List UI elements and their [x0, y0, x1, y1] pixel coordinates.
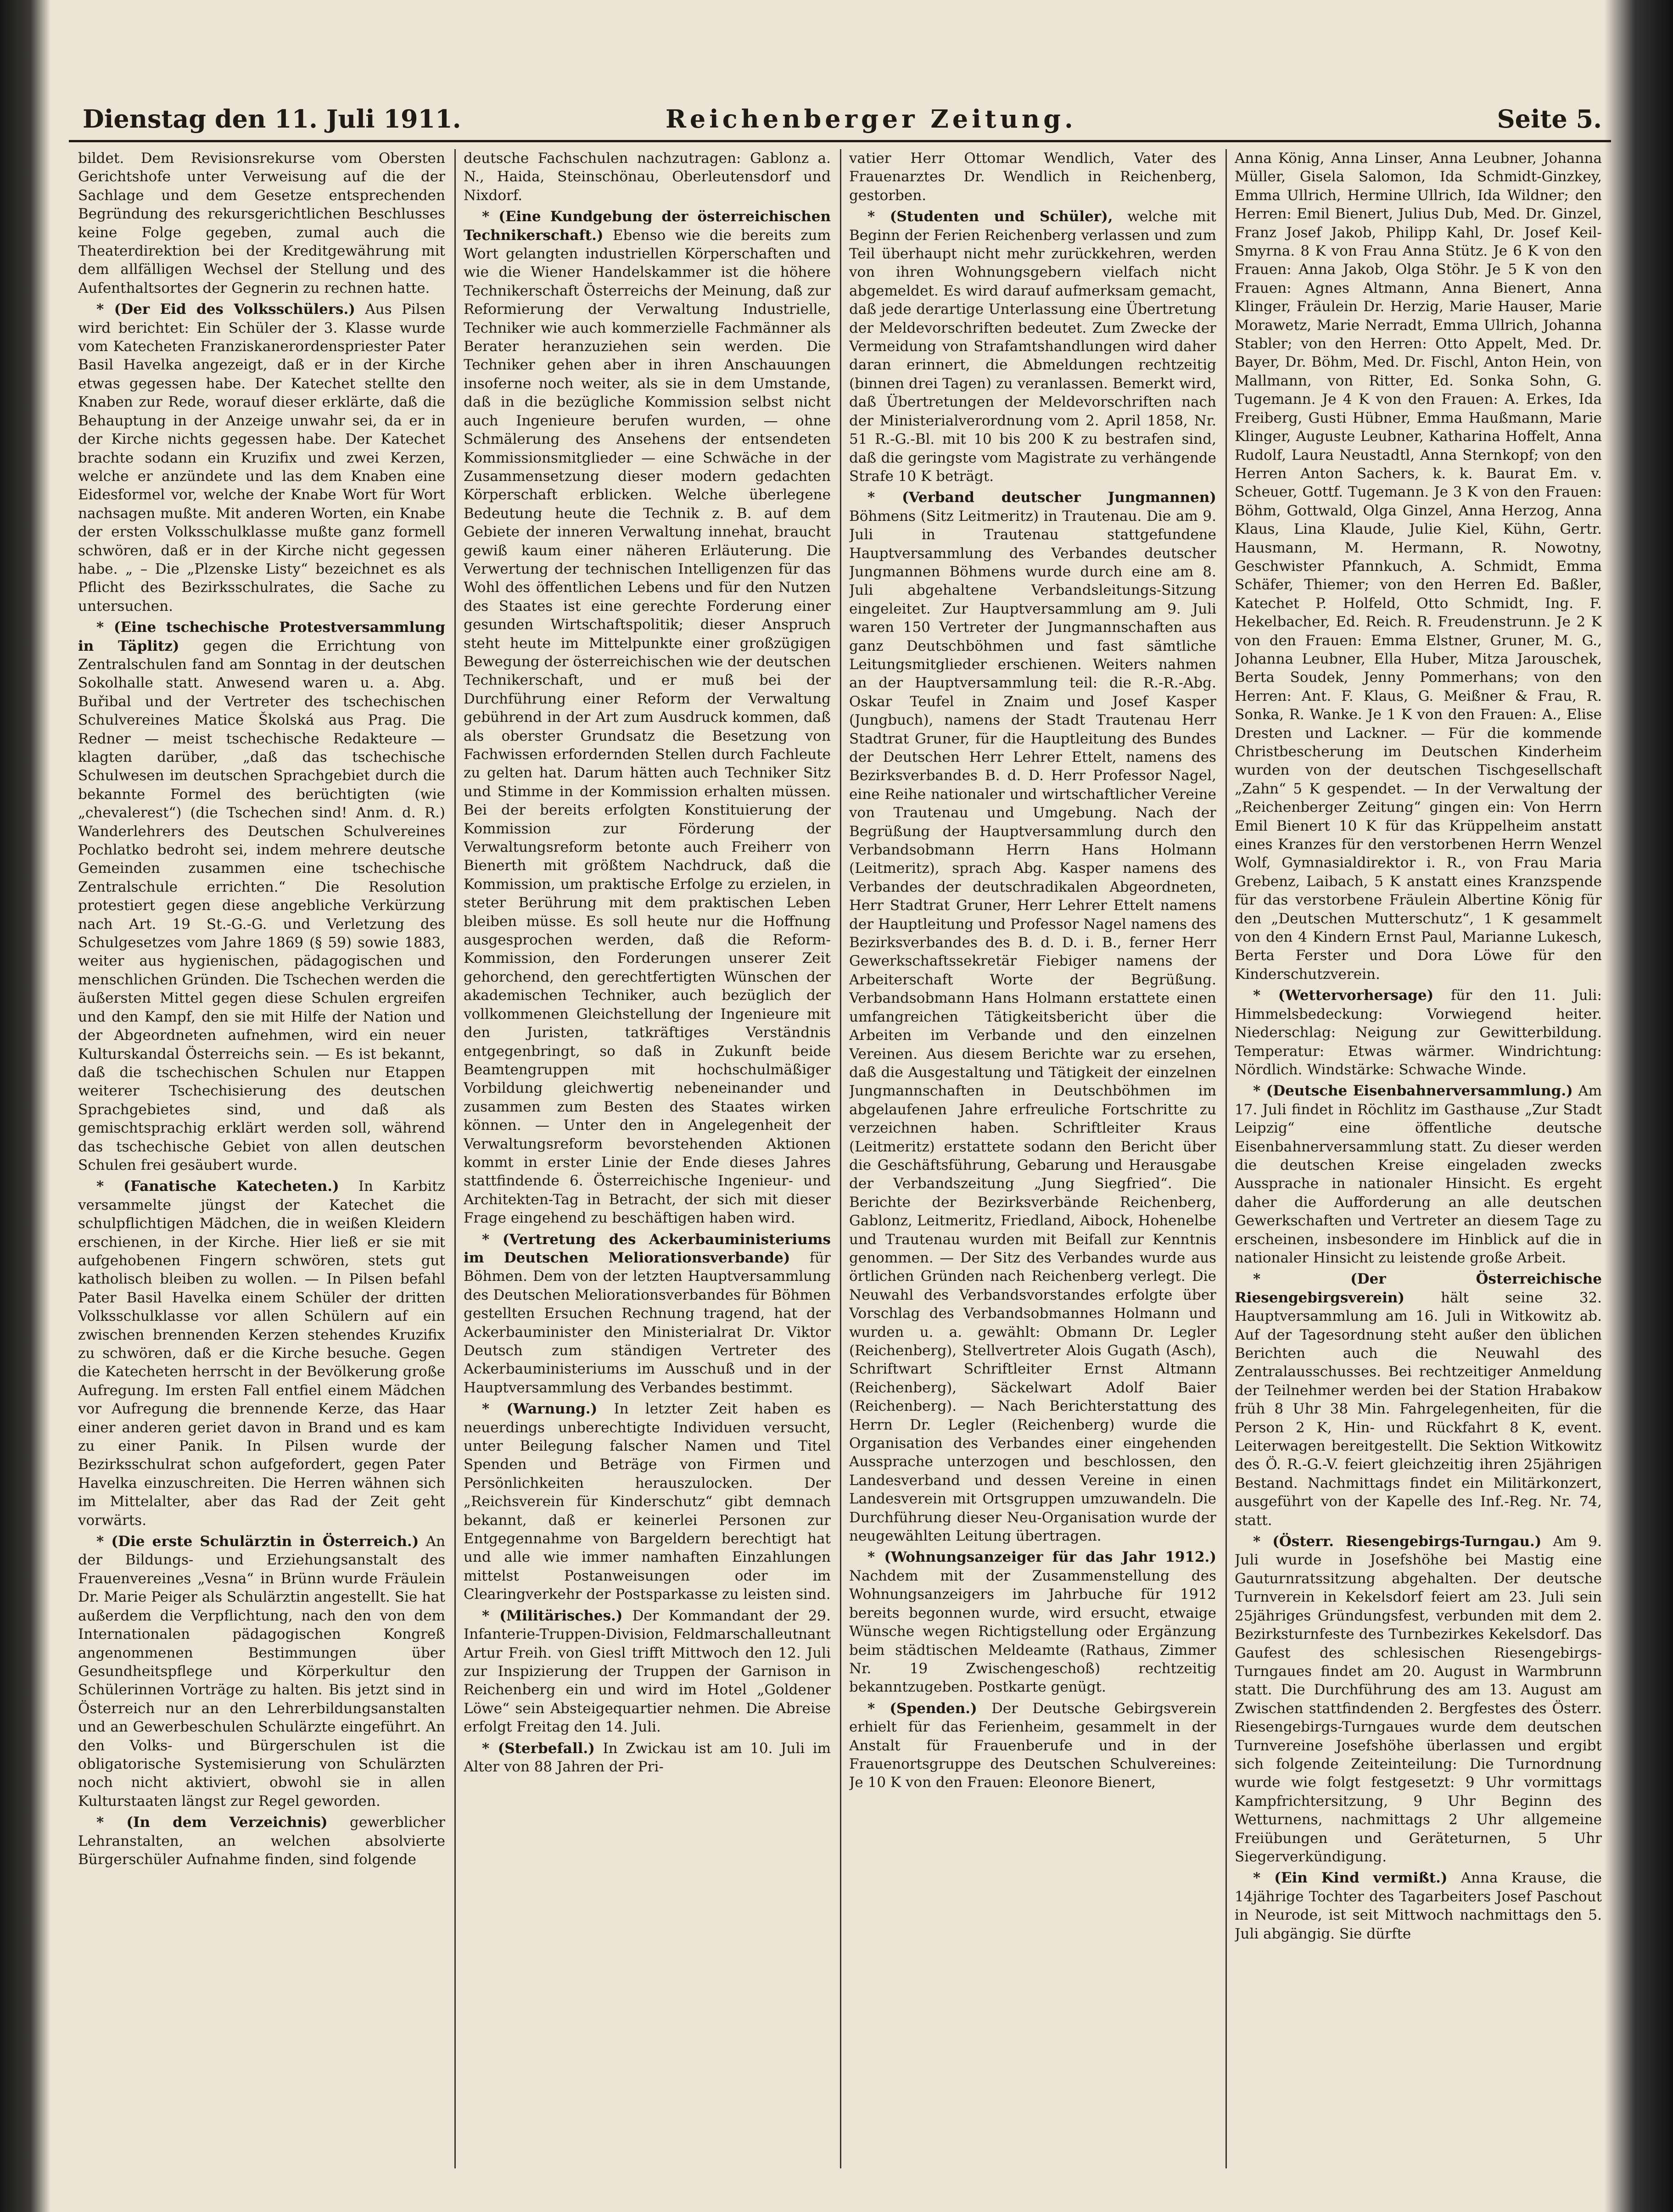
article-text: In Karbitz versammelte jüngst der Katechet die schulpflichtigen Mädchen, die in weißen Kleidern erschienen, in der Kirche. Hier ließ er sie mit aufgehobenen Fingern schwören, stets gut katholisch bleiben zu wollen. — In Pilsen befahl Pater Basil Havelka einem Schüler der dritten Volksschulklasse vor allen Schülern auf ein zwischen brennenden Kerzen stehendes Kruzifix zu schwören, daß er die Kirche besuche. Gegen die Katecheten herrscht in der Bevölkerung große Aufregung. Im ersten Fall entfiel einem Mädchen vor Aufregung die brennende Kerze, das Haar einer anderen geriet davon in Brand und es kam zu einer Panik. In Pilsen wurde der Bezirksschulrat schon aufgefordert, gegen Pater Havelka einzuschreiten. Die Herren wähnen sich im Mittelalter, aber das Rad der Zeit geht vorwärts.	[78, 1178, 445, 1529]
article-headline: (Eine Kundgebung der österreichischen Technikerschaft.)	[464, 208, 831, 244]
scan-border-left	[0, 0, 50, 2212]
article-headline: (Studenten und Schüler),	[890, 208, 1113, 225]
article-headline: (Spenden.)	[890, 1700, 977, 1717]
article-paragraph	[464, 1400, 831, 1603]
article-text: deutsche Fachschulen nachzutragen: Gablonz a. N., Haida, Steinschönau, Oberleutensdorf und Nixdorf.	[464, 150, 831, 204]
article-text: welche mit Beginn der Ferien Reichenberg verlassen und zum Teil überhaupt nicht mehr zurückkehren, werden von ihren Wohnungsgebern vielfach nicht abgemeldet. Es wird darauf aufmerksam gemacht, daß jede derartige Unterlassung eine Übertretung der Meldevorschriften bedeutet. Zum Zwecke der Vermeidung von Strafamtshandlungen wird daher daran erinnert, die Abmeldungen rechtzeitig (binnen drei Tagen) zu veranlassen. Bemerkt wird, daß Übertretungen der Meldevorschriften nach der Ministerialverordnung vom 2. April 1858, Nr. 51 R.-G.-Bl. mit 10 bis 200 K zu bestrafen sind, daß die geringste vom Magistrate zu verhängende Strafe 10 K beträgt.	[849, 208, 1216, 485]
article-marker: *	[482, 1231, 503, 1248]
article-headline: (In dem Verzeichnis)	[126, 1814, 328, 1831]
scan-border-right	[1604, 0, 1673, 2212]
article-paragraph	[1235, 1082, 1602, 1267]
article-text: für den 11. Juli: Himmelsbedeckung: Vorwiegend heiter. Niederschlag: Neigung zur Gewitterbildung. Temperatur: Etwas wärmer. Windrichtung: Nördlich. Windstärke: Schwache Winde.	[1235, 987, 1602, 1078]
article-text: Anna König, Anna Linser, Anna Leubner, Johanna Müller, Gisela Salomon, Ida Schmidt-Ginzkey, Emma Ullrich, Hermine Ullrich, Ida Wildner; den Herren: Emil Bienert, Julius Dub, Med. Dr. Ginzel, Franz Josef Jakob, Philipp Kahl, Dr. Josef Keil-Smyrna. 8 K von Frau Anna Stütz. Je 6 K von den Frauen: Anna Jakob, Olga Stöhr. Je 5 K von den Frauen: Agnes Altmann, Anna Bienert, Anna Klinger, Fräulein Dr. Herzig, Marie Hauser, Marie Morawetz, Marie Nerradt, Emma Ullrich, Johanna Stabler; von den Herren: Otto Appelt, Med. Dr. Bayer, Dr. Böhm, Med. Dr. Fischl, Anton Hein, von Mallmann, von Ritter, Ed. Sonka Sohn, G. Tugemann. Je 4 K von den Frauen: A. Erkes, Ida Freiberg, Gusti Hübner, Emma Haußmann, Marie Klinger, Auguste Leubner, Katharina Hoffelt, Anna Rudolf, Laura Neustadtl, Anna Sternkopf; von den Herren Anton Sachers, k. k. Baurat Em. v. Scheuer, Gottf. Tugemann. Je 3 K von den Frauen: Böhm, Gottwald, Olga Ginzel, Anna Herzog, Anna Klaus, Lina Klaude, Julie Kiel, Kühn, Gertr. Hausmann, M. Hermann, R. Nowotny, Geschwister Pfannkuch, A. Schmidt, Emma Schäfer, Thiemer; von den Herren Ed. Baßler, Katechet P. Holfeld, Otto Schmidt, Ing. F. Hekelbacher, Ed. Reich. R. Freudenstrunn. Je 2 K von den Frauen: Emma Elstner, Gruner, M. G., Johanna Leubner, Ella Huber, Mitza Jarouschek, Berta Soudek, Jenny Pommerhans; von den Herren: Ant. F. Klaus, G. Meißner & Frau, R. Sonka, R. Wanke. Je 1 K von den Frauen: A., Elise Dresten und Lackner. — Für die kommende Christbescherung im Deutschen Kinderheim wurden von der deutschen Tischgesellschaft „Zahn“ 5 K gespendet. — In der Verwaltung der „Reichenberger Zeitung“ gingen ein: Von Herrn Emil Bienert 10 K für das Krüppelheim anstatt eines Kranzes für den verstorbenen Herrn Wenzel Wolf, Gymnasialdirektor i. R., von Frau Maria Grebenz, Laibach, 5 K anstatt eines Kranzspende für das verstorbene Fräulein Albertine König für den „Deutschen Mutterschutz“, 1 K gesammelt von den 4 Kindern Ernst Paul, Marianne Lukesch, Berta Ferster und Dora Löwe für den Kinderschutzverein.	[1235, 150, 1602, 983]
column-2	[464, 149, 831, 2168]
article-headline: (Deutsche Eisenbahnerversammlung.)	[1266, 1083, 1573, 1100]
text-columns	[69, 149, 1611, 2168]
article-marker: *	[96, 301, 114, 318]
article-paragraph	[464, 1230, 831, 1397]
article-headline: (Österr. Riesengebirgs-Turngau.)	[1272, 1533, 1542, 1550]
article-text: Ebenso wie die bereits zum Wort gelangten industriellen Körperschaften und wie die Wiener Handelskammer ist die höhere Technikerschaft Österreichs der Meinung, daß zur Reformierung der Verwaltung Industrielle, Techniker wie auch kommerzielle Fachmänner als Berater heranzuziehen sein werden. Die Techniker gehen aber in ihren Anschauungen insoferne noch weiter, als sie in dem Umstande, daß in die bezügliche Kommission selbst nicht auch Ingenieure berufen wurden, — ohne Schmälerung des Ansehens der entsendeten Kommissionsmitglieder — eine Schwäche in der Zusammensetzung dieser modern gedachten Körperschaft erblicken. Welche überlegene Bedeutung heute die Technik z. B. auf dem Gebiete der inneren Verwaltung innehat, braucht gewiß kaum einer näheren Erläuterung. Die Verwertung der technischen Intelligenzen für das Wohl des öffentlichen Lebens und für den Nutzen des Staates ist eine gerechte Forderung einer gesunden Wirtschaftspolitik; dieser Anspruch steht heute im Mittelpunkte einer großzügigen Bewegung der österreichischen wie der deutschen Technikerschaft, und er muß bei der Durchführung einer Reform der Verwaltung gebührend in der Art zum Ausdruck kommen, daß als oberster Grundsatz die Besetzung von Fachwissen erfordernden Stellen durch Fachleute zu gelten hat. Darum hätten auch Techniker Sitz und Stimme in der Kommission erhalten müssen. Bei der bereits erfolgten Konstituierung der Kommission zur Förderung der Verwaltungsreform betonte auch Freiherr von Bienerth mit größtem Nachdruck, daß die Kommission, um praktische Erfolge zu erzielen, in steter Berührung mit dem praktischen Leben bleiben müsse. Es soll heute nur die Hoffnung ausgesprochen werden, daß die Reform-Kommission, den Forderungen unserer Zeit gehorchend, den gerechtfertigten Wünschen der akademischen Techniker, auch bezüglich der vollkommenen Gleichstellung der Ingenieure mit den Juristen, tatkräftiges Verständnis entgegenbringt, so daß in Zukunft beide Beamtengruppen mit hochschulmäßiger Vorbildung gleichwertig nebeneinander und zusammen zum Besten des Staates wirken können. — Unter den in Angelegenheit der Verwaltungsreform bevorstehenden Aktionen kommt in erster Linie der Ende dieses Jahres stattfindende 6. Österreichische Ingenieur- und Architekten-Tag in Betracht, der sich mit dieser Frage eingehend zu beschäftigen haben wird.	[464, 227, 831, 1227]
newspaper-page	[69, 99, 1611, 2173]
article-marker: *	[867, 1700, 890, 1717]
article-paragraph	[464, 1607, 831, 1737]
article-marker: *	[1253, 1533, 1273, 1550]
article-marker: *	[96, 1814, 127, 1831]
article-marker: *	[482, 1401, 507, 1418]
article-paragraph	[1235, 1532, 1602, 1866]
column-4	[1235, 149, 1602, 2168]
article-marker: *	[867, 489, 902, 506]
article-headline: (Fanatische Katecheten.)	[123, 1178, 339, 1195]
article-text: Am 9. Juli wurde in Josefshöhe bei Mastig eine Gauturnratssitzung abgehalten. Der deutsche Turnverein in Kekelsdorf feiert am 23. Juli sein 25jähriges Gründungsfest, verbunden mit dem 2. Bezirksturnfeste des Turnbezirkes Kekelsdorf. Das Gaufest des schlesischen Riesengebirgs-Turngaues findet am 20. August in Warmbrunn statt. Die Durchführung des am 13. August am Zwischen stattfindenden 2. Bergfestes des Österr. Riesengebirgs-Turngaues wurde dem deutschen Turnvereine Josefshöhe überlassen und ergibt sich folgende Zeiteinteilung: Die Turnordnung wurde wie folgt festgesetzt: 9 Uhr vormittags Kampfrichtersitzung, 9 Uhr Beginn des Wetturnens, nachmittags 2 Uhr allgemeine Freiübungen und Geräteturnen, 5 Uhr Siegerverkündigung.	[1235, 1533, 1602, 1865]
article-text: Aus Pilsen wird berichtet: Ein Schüler der 3. Klasse wurde vom Katecheten Franziskanerordenspriester Pater Basil Havelka angezeigt, daß er in der Kirche etwas gegessen habe. Der Katechet stellte den Knaben zur Rede, worauf dieser erklärte, daß die Behauptung in der Anzeige unwahr sei, da er in der Kirche nichts gegessen habe. Der Katechet brachte sodann ein Kruzifix und zwei Kerzen, welche er anzündete und las dem Knaben eine Eidesformel vor, welche der Knabe Wort für Wort nachsagen mußte. Mit anderen Worten, ein Knabe der ersten Volksschulklasse mußte ganz formell schwören, daß er in der Kirche nicht gegessen habe. „ – Die „Plzenske Listy“ bezeichnet es als Pflicht des Bezirksschulrates, die Sache zu untersuchen.	[78, 301, 445, 614]
article-paragraph	[78, 149, 445, 297]
article-text: Nachdem mit der Zusammenstellung des Wohnungsanzeigers im Jahrbuche für 1912 bereits begonnen wurde, wird ersucht, etwaige Wünsche wegen Richtigstellung oder Ergänzung beim städtischen Meldeamte (Rathaus, Zimmer Nr. 19 Zwischengeschoß) rechtzeitig bekanntzugeben. Postkarte genügt.	[849, 1567, 1216, 1696]
article-text: Anna Krause, die 14jährige Tochter des Tagarbeiters Josef Paschout in Neurode, ist seit Mittwoch nachmittags den 5. Juli abgängig. Sie dürfte	[1235, 1870, 1602, 1942]
article-marker: *	[1253, 1083, 1266, 1100]
article-headline: (Ein Kind vermißt.)	[1274, 1870, 1448, 1887]
article-headline: (Sterbefall.)	[498, 1740, 595, 1757]
article-paragraph	[1235, 1270, 1602, 1530]
article-marker: *	[482, 1740, 498, 1757]
article-paragraph	[1235, 986, 1602, 1079]
article-text: bildet. Dem Revisionsrekurse vom Obersten Gerichtshofe unter Verweisung auf die der Sachlage und dem Gesetze entsprechenden Begründung des rekursgerichtlichen Beschlusses keine Folge gegeben, zumal auch die Theaterdirektion bei der Kreditgewährung mit dem allfälligen Wechsel der Stellung und des Aufenthaltsortes der Gegnerin zu rechnen hatte.	[78, 150, 445, 296]
article-text: Der Kommandant der 29. Infanterie-Truppen-Division, Feldmarschalleutnant Artur Freih. von Giesl trifft Mittwoch den 12. Juli zur Inspizierung der Truppen der Garnison in Reichenberg ein und wird im Hotel „Goldener Löwe“ sein Absteigequartier nehmen. Die Abreise erfolgt Freitag den 14. Juli.	[464, 1607, 831, 1736]
article-paragraph	[464, 1739, 831, 1776]
column-divider	[1225, 149, 1227, 2168]
article-text: Am 17. Juli findet in Röchlitz im Gasthause „Zur Stadt Leipzig“ eine öffentliche deutsche Eisenbahnerversammlung statt. Zu dieser werden die deutschen Kreise eingeladen zwecks Aussprache in nationaler Hinsicht. Es ergeht daher die Aufforderung an alle deutschen Gewerkschaften und Vertreter an diesem Tage zu erscheinen, insbesondere im Hinblick auf die in nationaler Hinsicht zu leistende große Arbeit.	[1235, 1083, 1602, 1266]
column-1	[78, 149, 445, 2168]
column-divider	[840, 149, 841, 2168]
article-marker: *	[1253, 1870, 1275, 1887]
article-paragraph	[78, 1813, 445, 1869]
article-headline: (Wohnungsanzeiger für das Jahr 1912.)	[884, 1549, 1216, 1566]
article-text: In Zwickau ist am 10. Juli im Alter von 88 Jahren der Pri-	[464, 1740, 831, 1775]
article-paragraph	[849, 149, 1216, 205]
article-headline: (Eine tschechische Protestversammlung in Täplitz)	[78, 619, 445, 654]
article-text: gegen die Errichtung von Zentralschulen fand am Sonntag in der deutschen Sokolhalle statt. Anwesend waren u. a. Abg. Buřibal und der Vertreter des tschechischen Schulvereines Matice Školská aus Prag. Die Redner — meist tschechische Redakteure — klagten darüber, „daß das tschechische Schulwesen im deutschen Sprachgebiet durch die bekannte Formel des berüchtigten (wie „chevalerest“) (die Tschechen sind! Anm. d. R.) Wanderlehrers des Deutschen Schulvereines Pochlatko bedroht sei, indem mehrere deutsche Gemeinden zusammen eine tschechische Zentralschule errichten.“ Die Resolution protestiert gegen diese angebliche Verkürzung nach Art. 19 St.-G.-G. und Verletzung des Schulgesetzes vom Jahre 1869 (§ 59) sowie 1883, weiter aus hygienischen, pädagogischen und menschlichen Gründen. Die Tschechen werden die äußersten Mittel gegen diese Schulen ergreifen und den Kampf, den sie mit Hilfe der Nation und der Abgeordneten aufnehmen, wird ein neuer Kulturskandal Österreichs sein. — Es ist bekannt, daß die tschechischen Schulen nur Etappen weiterer Tschechisierung des deutschen Sprachgebietes sind, und daß als gemischtsprachig erklärt werden soll, während das tschechische Gebiet von allen deutschen Schulen frei gesäubert wurde.	[78, 637, 445, 1173]
header-page-number: Seite 5.	[1497, 104, 1602, 134]
article-headline: (Warnung.)	[506, 1401, 598, 1418]
article-text: gewerblicher Lehranstalten, an welchen absolvierte Bürgerschüler Aufnahme finden, sind folgende	[78, 1814, 445, 1868]
article-paragraph	[849, 1699, 1216, 1792]
article-headline: (Wettervorhersage)	[1278, 987, 1434, 1004]
article-paragraph	[849, 207, 1216, 486]
article-marker: *	[96, 1533, 112, 1550]
page-header	[69, 99, 1611, 142]
article-text: Böhmens (Sitz Leitmeritz) in Trautenau. Die am 9. Juli in Trautenau stattgefundene Hauptversammlung des Verbandes deutscher Jungmannen Böhmens wurde durch eine am 8. Juli abgehaltene Verbandsleitungs-Sitzung eingeleitet. Zur Hauptversammlung am 9. Juli waren 150 Vertreter der Jungmannschaften aus ganz Deutschböhmen und fast sämtliche Leitungsmitglieder erschienen. Weiters nahmen an der Hauptversammlung teil: die R.-R.-Abg. Oskar Teufel in Znaim und Josef Kasper (Jungbuch), namens der Stadt Trautenau Herr Stadtrat Gruner, für die Hauptleitung des Bundes der Deutschen Herr Lehrer Ettelt, namens des Bezirksverbandes B. d. D. Herr Professor Nagel, eine Reihe nationaler und wirtschaftlicher Vereine von Trautenau und Umgebung. Nach der Begrüßung der Hauptversammlung durch den Verbandsobmann Herrn Hans Holmann (Leitmeritz), sprach Abg. Kasper namens des Verbandes der deutschradikalen Abgeordneten, Herr Stadtrat Gruner, Herr Lehrer Ettelt namens der Hauptleitung und Professor Nagel namens des Bezirksverbandes des B. d. D. i. B., ferner Herr Gewerkschaftssekretär Fiebiger namens der Arbeiterschaft Worte der Begrüßung. Verbandsobmann Hans Holmann erstattete einen umfangreichen Tätigkeitsbericht über die Arbeiten im Verbande und den einzelnen Vereinen. Aus diesem Berichte war zu ersehen, daß die Ausgestaltung und Tätigkeit der einzelnen Jungmannschaften in Deutschböhmen im abgelaufenen Jahre erfreuliche Fortschritte zu verzeichnen haben. Schriftleiter Kraus (Leitmeritz) erstattete sodann den Bericht über die Geschäftsführung, Gebarung und Herausgabe der Verbandszeitung „Jung Siegfried“. Die Berichte der Bezirksverbände Reichenberg, Gablonz, Leitmeritz, Friedland, Aibock, Hohenelbe und Trautenau wurden mit Beifall zur Kenntnis genommen. — Der Sitz des Verbandes wurde aus örtlichen Gründen nach Reichenberg verlegt. Die Neuwahl des Verbandsvorstandes erfolgte über Vorschlag des Verbandsobmannes Holmann und wurden u. a. gewählt: Obmann Dr. Legler (Reichenberg), Stellvertreter Alois Gugath (Asch), Schriftwart Schriftleiter Ernst Altmann (Reichenberg), Säckelwart Adolf Baier (Reichenberg). — Nach Berichterstattung des Herrn Dr. Legler (Reichenberg) wurde die Organisation des Verbandes einer eingehenden Aussprache unterzogen und beschlossen, den Landesverband und dessen Vereine in einen Landesverein mit Ortsgruppen umzuwandeln. Die Durchführung dieser Neu-Organisation wurde der neugewählten Leitung übertragen.	[849, 508, 1216, 1545]
article-paragraph	[464, 207, 831, 1227]
article-marker: *	[482, 1607, 500, 1624]
article-text: Der Deutsche Gebirgsverein erhielt für das Ferienheim, gesammelt in der Anstalt für Frauenberufe und in der Frauenortsgruppe des Deutschen Schulvereines: Je 10 K von den Frauen: Eleonore Bienert,	[849, 1700, 1216, 1791]
article-headline: (Der Eid des Volksschülers.)	[114, 301, 355, 318]
article-paragraph	[78, 618, 445, 1174]
column-3	[849, 149, 1216, 2168]
article-headline: (Der Österreichische Riesengebirgsverein)	[1235, 1271, 1602, 1306]
article-marker: *	[96, 1178, 124, 1195]
article-headline: (Die erste Schulärztin in Österreich.)	[111, 1533, 419, 1550]
article-paragraph	[78, 300, 445, 615]
article-text: hält seine 32. Hauptversammlung am 16. Juli in Witkowitz ab. Auf der Tagesordnung steht außer den üblichen Berichten auch die Neuwahl des Zentralausschusses. Bei rechtzeitiger Anmeldung der Teilnehmer werden bei der Station Hrabakow früh 8 Uhr 38 Min. Fahrgelegenheiten, für die Person 2 K, Hin- und Rückfahrt 8 K, event. Leiterwagen bereitgestellt. Die Sektion Witkowitz des Ö. R.-G.-V. feiert gleichzeitig ihren 25jährigen Bestand. Nachmittags findet ein Militärkonzert, ausgeführt von der Kapelle des Inf.-Reg. Nr. 74, statt.	[1235, 1289, 1602, 1529]
article-text: An der Bildungs- und Erziehungsanstalt des Frauenvereines „Vesna“ in Brünn wurde Fräulein Dr. Marie Peiger als Schulärztin angestellt. Sie hat außerdem die Verpflichtung, nach den von dem Internationalen pädagogischen Kongreß angenommenen Bestimmungen über Gesundheitspflege und Körperkultur den Schülerinnen Vorträge zu halten. Bis jetzt sind in Österreich nur an den Lehrerbildungsanstalten und an Gewerbeschulen Schulärzte eingeführt. An den Volks- und Bürgerschulen ist die obligatorische Systemisierung von Schulärzten noch nicht aktiviert, obwohl sie in allen Kulturstaaten längst zur Regel geworden.	[78, 1533, 445, 1810]
article-paragraph	[78, 1177, 445, 1530]
article-marker: *	[1253, 987, 1278, 1004]
article-marker: *	[1253, 1271, 1351, 1288]
header-newspaper-title: Reichenberger Zeitung.	[666, 104, 1077, 134]
article-text: vatier Herr Ottomar Wendlich, Vater des Frauenarztes Dr. Wendlich in Reichenberg, gestorben.	[849, 150, 1216, 204]
column-divider	[454, 149, 456, 2168]
article-headline: (Verband deutscher Jungmannen)	[902, 489, 1216, 506]
article-marker: *	[867, 208, 890, 225]
article-paragraph	[464, 149, 831, 205]
article-paragraph	[78, 1532, 445, 1810]
article-paragraph	[1235, 149, 1602, 983]
article-paragraph	[849, 488, 1216, 1545]
article-paragraph	[849, 1548, 1216, 1696]
article-headline: (Militärisches.)	[499, 1607, 623, 1624]
article-paragraph	[1235, 1869, 1602, 1943]
article-text: für Böhmen. Dem von der letzten Hauptversammlung des Deutschen Meliorationsverbandes für Böhmen gestellten Ersuchen Rechnung tragend, hat der Ackerbauminister den Ministerialrat Dr. Viktor Deutsch zum ständigen Vertreter des Ackerbauministeriums im Ausschuß und in der Hauptversammlung des Verbandes bestimmt.	[464, 1249, 831, 1396]
article-marker: *	[867, 1549, 884, 1566]
article-text: In letzter Zeit haben es neuerdings unberechtigte Individuen versucht, unter Beilegung falscher Namen und Titel Spenden und Beträge von Firmen und Persönlichkeiten herauszulocken. Der „Reichsverein für Kinderschutz“ gibt demnach bekannt, daß er keinerlei Personen zur Entgegennahme von Bargeldern berechtigt hat und alle wie immer namhaften Einzahlungen mittelst Postanweisungen oder im Clearingverkehr der Postsparkasse zu leisten sind.	[464, 1401, 831, 1603]
article-marker: *	[482, 208, 499, 225]
header-date: Dienstag den 11. Juli 1911.	[83, 104, 461, 134]
article-headline: (Vertretung des Ackerbauministeriums im Deutschen Meliorationsverbande)	[464, 1231, 831, 1266]
article-marker: *	[96, 619, 114, 636]
